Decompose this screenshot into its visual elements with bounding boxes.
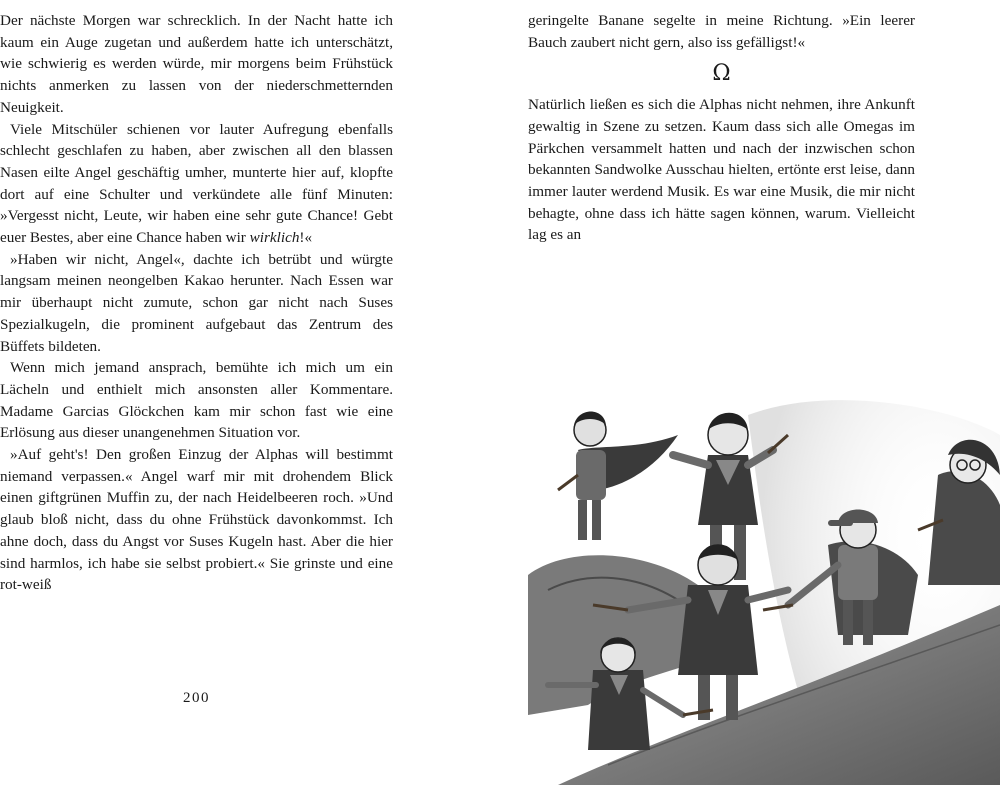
emphasis-wirklich: wirklich	[249, 229, 300, 247]
paragraph-2: Viele Mitschüler schienen vor lauter Aufregung ebenfalls schlecht geschlafen zu haben, aber zwischen all den blassen Nasen eilte Angel geschäftig umher, munterte hier auf, klopfte dort auf eine Schulter und verkündete alle fünf Minuten: »Vergesst nicht, Leute, wir haben eine sehr gute Chance! Gebt euer Bestes, aber eine Chance haben wir wirklich!«	[0, 120, 393, 247]
paragraph-3: »Haben wir nicht, Angel«, dachte ich betrübt und würgte langsam meinen neongelben Kakao herunter. Nach Essen war mir überhaupt nicht zumute, schon gar nicht nach Suses Spezialkugeln, die prominent aufgebaut das Zentrum des Büffets bildeten.	[0, 250, 393, 355]
character-boy-cape	[558, 412, 678, 541]
left-page	[0, 0, 410, 800]
right-page-text	[528, 10, 915, 246]
illustration-group-on-hill	[528, 375, 1000, 785]
paragraph-main: Natürlich ließen es sich die Alphas nicht nehmen, ihre Ankunft gewaltig in Szene zu setzen. Kaum dass sich alle Omegas im Pärkchen versammelt hatten und nach der inzwischen schon bekannten Sandwolke Ausschau hielten, ertönte erst leise, dann immer lauter werdend Musik. Es war eine Musik, die mir nicht behagte, ohne dass ich hätte sagen können, warum. Vielleicht lag es an	[528, 96, 915, 244]
right-page	[528, 0, 1000, 800]
paragraph-1: Der nächste Morgen war schrecklich. In der Nacht hatte ich kaum ein Auge zugetan und außerdem hatte ich unterschätzt, wie schwierig es werden würde, mir morgens beim Frühstück nichts anmerken zu lassen von der niederschmetternden Neuigkeit.	[0, 12, 393, 116]
paragraph-5: »Auf geht's! Den großen Einzug der Alphas will bestimmt niemand verpassen.« Angel warf mir mit drohendem Blick einen giftgrünen Muffin zu, der nach Heidelbeeren roch. »Und glaub bloß nicht, dass du ohne Frühstück davonkommst. Ich ahne doch, dass du Angst vor Suses Kugeln hast. Aber die hier sind harmlos, ich habe sie selbst probiert.« Sie grinste und eine rot-weiß	[0, 446, 393, 594]
left-page-text	[0, 10, 393, 596]
omega-section-ornament: Ω	[712, 61, 731, 87]
illustration-svg	[528, 375, 1000, 785]
paragraph-4: Wenn mich jemand ansprach, bemühte ich mich um ein Lächeln und enthielt mich ansonsten aller Kommentare. Madame Garcias Glöckchen kam mir schon fast wie eine Erlösung aus dieser unangenehmen Situation vor.	[0, 359, 393, 442]
page-number: 200	[183, 690, 210, 706]
paragraph-continuation: geringelte Banane segelte in meine Richtung. »Ein leerer Bauch zaubert nicht gern, also iss gefälligst!«	[528, 12, 915, 51]
